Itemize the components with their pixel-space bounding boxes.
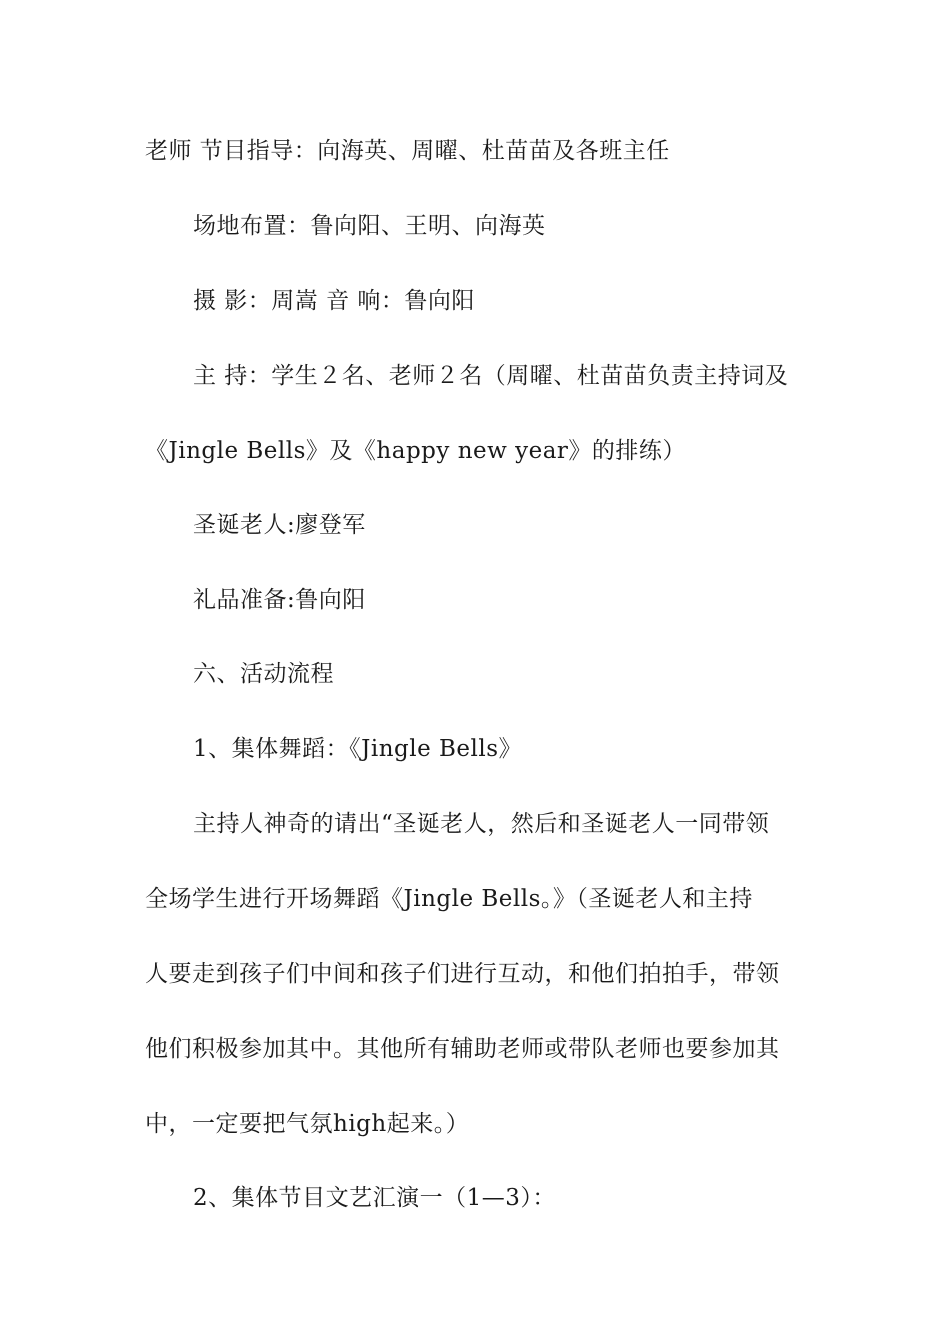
paragraph-line-3: 人要走到孩子们中间和孩子们进行互动，和他们拍拍手，带领 (145, 961, 780, 987)
text-line-gifts: 礼品准备:鲁向阳 (193, 587, 366, 613)
paragraph-line-5: 中，一定要把气氛high起来。） (145, 1111, 470, 1137)
paragraph-line-1: 主持人神奇的请出“圣诞老人，然后和圣诞老人一同带领 (193, 811, 770, 837)
paragraph-line-2: 全场学生进行开场舞蹈《Jingle Bells。》（圣诞老人和主持 (145, 886, 753, 912)
section-heading-activity-flow: 六、活动流程 (193, 661, 334, 687)
text-line-host: 主 持：学生２名、老师２名（周曜、杜苗苗负责主持词及 (193, 363, 789, 389)
text-line-item-2: 2、集体节目文艺汇演一（1—3）： (193, 1185, 556, 1211)
text-line-host-continued: 《Jingle Bells》及《happy new year》的排练） (145, 438, 686, 464)
text-line-venue-setup: 场地布置：鲁向阳、王明、向海英 (193, 213, 546, 239)
text-line-santa: 圣诞老人:廖登军 (193, 512, 366, 538)
text-line-item-1: 1、集体舞蹈：《Jingle Bells》 (193, 736, 523, 762)
paragraph-line-4: 他们积极参加其中。其他所有辅助老师或带队老师也要参加其 (145, 1036, 780, 1062)
text-line-staff-guidance: 老师 节目指导：向海英、周曜、杜苗苗及各班主任 (145, 138, 670, 164)
text-line-photo-sound: 摄 影：周嵩 音 响：鲁向阳 (193, 288, 475, 314)
